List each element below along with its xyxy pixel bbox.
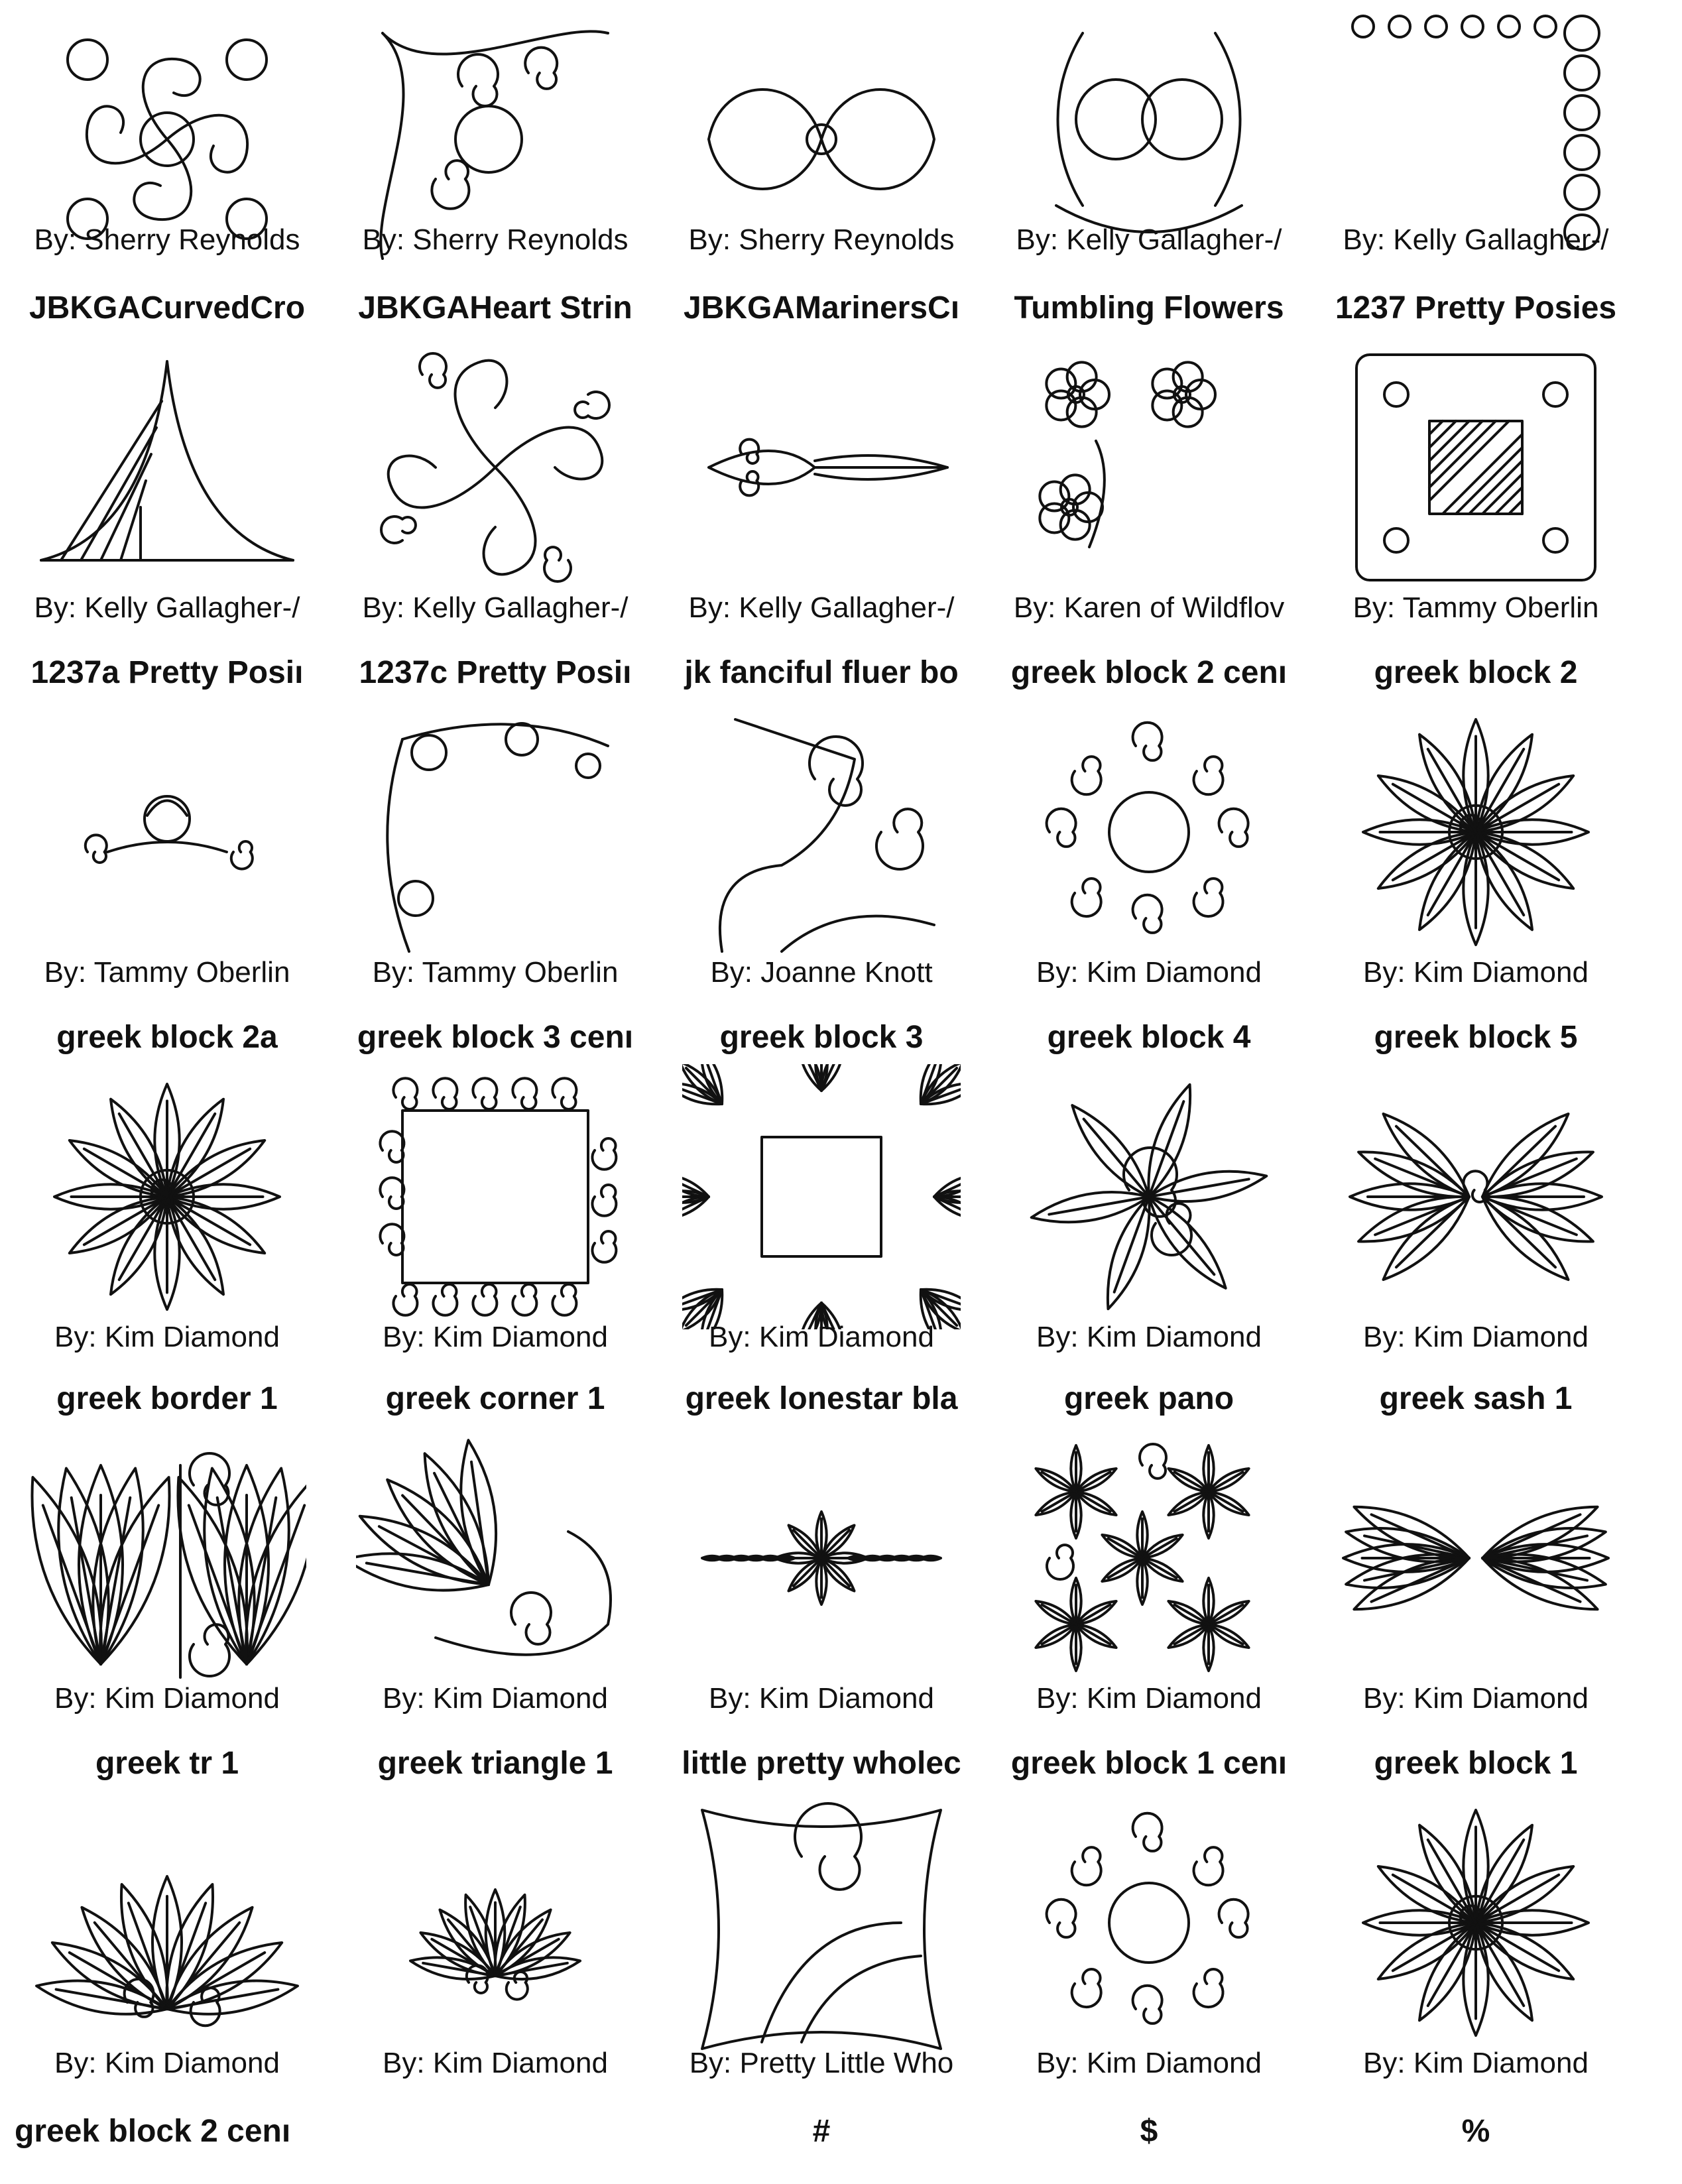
design-title: JBKGAMarinersCı — [683, 290, 960, 326]
leaf-sash-icon — [1337, 1426, 1615, 1691]
design-card[interactable] — [996, 1376, 1301, 1737]
design-author: By: Kim Diamond — [1036, 956, 1262, 989]
design-card[interactable] — [1323, 1740, 1628, 2102]
leaf-square-icon — [682, 1064, 961, 1329]
leaf-star-icon — [28, 1064, 306, 1329]
lonestar-icon — [682, 1426, 961, 1691]
design-author: By: Tammy Oberlin — [1352, 591, 1599, 624]
design-card[interactable] — [996, 1014, 1301, 1376]
design-card[interactable] — [1323, 1014, 1628, 1376]
design-title: greek block 2 — [1374, 655, 1578, 690]
design-card[interactable] — [343, 650, 648, 1011]
design-card[interactable] — [996, 1740, 1301, 2102]
design-title: greek block 3 — [719, 1020, 924, 1055]
design-title: Tumbling Flowers — [1014, 290, 1284, 326]
design-author: By: Kelly Gallagher-/ — [34, 591, 300, 624]
design-author: By: Pretty Little Who — [689, 2047, 954, 2079]
design-card[interactable] — [669, 285, 974, 646]
design-card[interactable] — [343, 1740, 648, 2102]
design-card[interactable] — [1323, 285, 1628, 646]
design-card[interactable] — [1323, 650, 1628, 1011]
design-title: greek border 1 — [56, 1381, 278, 1416]
posy-flower-icon — [28, 699, 306, 965]
design-title: greek block 4 — [1047, 1020, 1251, 1055]
design-title: jk fanciful fluer bo — [684, 655, 959, 690]
design-author: By: Sherry Reynolds — [34, 223, 300, 256]
design-title: greek sash 1 — [1379, 1381, 1573, 1416]
design-author: By: Kelly Gallagher-/ — [688, 591, 955, 624]
design-author: By: Kim Diamond — [1036, 1321, 1262, 1353]
design-author: By: Sherry Reynolds — [688, 223, 955, 256]
design-card[interactable] — [15, 285, 320, 646]
leaf-fan-icon — [28, 1790, 306, 2055]
design-author: By: Kelly Gallagher-/ — [362, 591, 629, 624]
mariner-point-icon — [682, 335, 961, 600]
design-card[interactable] — [1323, 1376, 1628, 1737]
design-card[interactable] — [15, 1740, 320, 2102]
design-title: 1237a Pretty Posiı — [30, 655, 304, 690]
design-author: By: Kim Diamond — [1363, 1682, 1589, 1715]
posies-block-icon — [1337, 335, 1615, 600]
design-title: greek corner 1 — [385, 1381, 605, 1416]
fleur-curl-icon — [682, 699, 961, 965]
footer-percent-label: % — [1461, 2114, 1490, 2149]
design-author: By: Kim Diamond — [54, 1321, 280, 1353]
design-author: By: Kim Diamond — [1036, 1682, 1262, 1715]
design-title: greek pano — [1063, 1381, 1234, 1416]
design-author: By: Kelly Gallagher-/ — [1343, 223, 1609, 256]
design-card[interactable] — [996, 285, 1301, 646]
design-author: By: Tammy Oberlin — [372, 956, 619, 989]
heart-block-icon — [356, 335, 634, 600]
design-title: greek block 3 cenı — [357, 1020, 634, 1055]
design-author: By: Kelly Gallagher-/ — [1016, 223, 1282, 256]
design-author: By: Kim Diamond — [383, 1321, 608, 1353]
leaf-corner-icon — [356, 1426, 634, 1691]
design-card[interactable] — [15, 650, 320, 1011]
design-author: By: Kim Diamond — [1363, 956, 1589, 989]
design-title: little pretty wholec — [682, 1746, 961, 1781]
design-author: By: Kim Diamond — [383, 1682, 608, 1715]
leaf-star-icon — [1337, 699, 1615, 965]
design-card[interactable] — [996, 650, 1301, 1011]
design-author: By: Kim Diamond — [54, 2047, 280, 2079]
leaf-swirl-icon — [1010, 1064, 1288, 1329]
scroll-ring-icon — [1010, 1790, 1288, 2055]
scroll-square-icon — [356, 1064, 634, 1329]
design-author: By: Kim Diamond — [54, 1682, 280, 1715]
design-title: greek block 1 — [1374, 1746, 1578, 1781]
design-card[interactable] — [669, 1376, 974, 1737]
leaf-star-icon — [1337, 1790, 1615, 2055]
flower-corner-icon — [1010, 335, 1288, 600]
design-card[interactable] — [669, 650, 974, 1011]
design-title: greek triangle 1 — [377, 1746, 613, 1781]
footer-hash-label: # — [812, 2114, 831, 2149]
design-card[interactable] — [343, 1376, 648, 1737]
design-title: greek lonestar bla — [685, 1381, 958, 1416]
design-author: By: Tammy Oberlin — [44, 956, 290, 989]
design-author: By: Kim Diamond — [709, 1321, 934, 1353]
design-title: JBKGACurvedCro — [29, 290, 306, 326]
design-author: By: Kim Diamond — [1363, 2047, 1589, 2079]
design-title: 1237c Pretty Posiı — [359, 655, 632, 690]
design-title: greek tr 1 — [95, 1746, 239, 1781]
design-title: JBKGAHeart Strin — [358, 290, 632, 326]
leaf-fan-small-icon — [356, 1790, 634, 2055]
design-card[interactable] — [669, 1740, 974, 2102]
design-title: 1237 Pretty Posies — [1335, 290, 1617, 326]
curved-triangle-icon — [28, 335, 306, 600]
leaf-panto-icon — [1010, 1426, 1288, 1691]
design-card[interactable] — [343, 1014, 648, 1376]
design-author: By: Kim Diamond — [709, 1682, 934, 1715]
leaf-bow-icon — [1337, 1064, 1615, 1329]
scroll-ring-icon — [1010, 699, 1288, 965]
design-title: greek block 5 — [1374, 1020, 1578, 1055]
design-author: By: Kim Diamond — [1036, 2047, 1262, 2079]
leaf-border-icon — [28, 1426, 306, 1691]
design-card[interactable] — [343, 285, 648, 646]
design-title: greek block 2a — [56, 1020, 278, 1055]
design-card[interactable] — [669, 1014, 974, 1376]
posy-corner-icon — [356, 699, 634, 965]
design-card[interactable] — [15, 1376, 320, 1737]
footer-title: greek block 2 cenı — [15, 2114, 291, 2149]
footer-dollar-label: $ — [1140, 2114, 1158, 2149]
design-author: By: Kim Diamond — [383, 2047, 608, 2079]
wholecloth-curl-icon — [682, 1790, 961, 2055]
design-card[interactable] — [15, 1014, 320, 1376]
design-author: By: Joanne Knott — [710, 956, 933, 989]
design-title: greek block 1 cenı — [1010, 1746, 1288, 1781]
design-author: By: Sherry Reynolds — [362, 223, 629, 256]
design-author: By: Karen of Wildflov — [1013, 591, 1285, 624]
design-author: By: Kim Diamond — [1363, 1321, 1589, 1353]
design-title: greek block 2 cenı — [1010, 655, 1288, 690]
